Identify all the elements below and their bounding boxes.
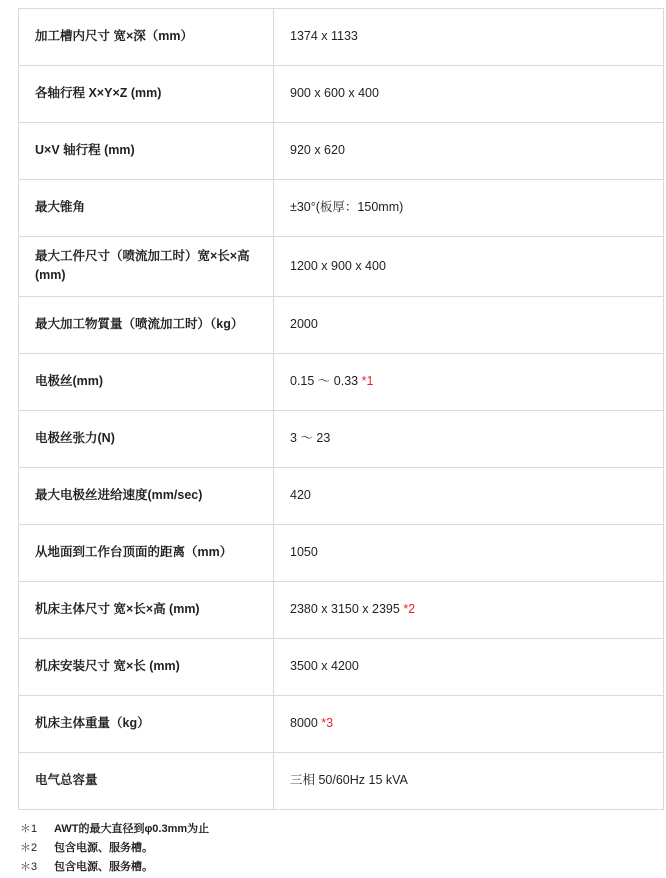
spec-label: U×V 轴行程 (mm) [19,123,274,180]
spec-label: 机床主体重量（kg） [19,695,274,752]
spec-value [274,296,664,353]
table-row [19,581,664,638]
table-row [19,467,664,524]
spec-value-text: ±30°(板厚：150mm) [290,200,404,215]
spec-value-text: 3500 x 4200 [290,659,359,674]
footnote-mark: ＊2 [20,842,38,854]
table-row [19,123,664,180]
spec-label: 最大锥角 [19,180,274,237]
spec-value [274,66,664,123]
table-row [19,237,664,297]
spec-value [274,180,664,237]
table-row [19,296,664,353]
spec-value-text: 920 x 620 [290,143,345,158]
spec-value [274,638,664,695]
footnotes [18,820,656,878]
spec-value-text: 1050 [290,545,318,560]
spec-label: 机床安装尺寸 宽×长 (mm) [19,638,274,695]
spec-value-text: 8000 [290,716,318,731]
spec-label: 电气总容量 [19,752,274,809]
spec-label: 加工槽内尺寸 宽×深（mm） [19,9,274,66]
spec-label: 最大电极丝进给速度(mm/sec) [19,467,274,524]
spec-label: 从地面到工作台顶面的距离（mm） [19,524,274,581]
spec-value-note: *3 [321,716,334,731]
footnote-item [20,839,656,858]
table-row [19,66,664,123]
spec-value-text: 2380 x 3150 x 2395 [290,602,400,617]
spec-label: 机床主体尺寸 宽×长×高 (mm) [19,581,274,638]
footnote-text: 包含电源、服务槽。 [54,861,153,874]
spec-value-note: *1 [361,374,374,389]
footnote-mark: ＊1 [20,822,38,835]
spec-value [274,123,664,180]
footnote-text: 包含电源、服务槽。 [54,842,153,854]
table-row [19,752,664,809]
spec-value-text: 1374 x 1133 [290,29,358,44]
specifications-table [18,8,664,810]
footnote-item [20,820,656,839]
table-row [19,695,664,752]
table-row [19,638,664,695]
spec-value [274,237,664,297]
spec-value [274,695,664,752]
spec-value-text: 420 [290,488,311,503]
table-body [19,9,664,810]
spec-label: 电极丝(mm) [19,353,274,410]
spec-value [274,581,664,638]
table-row [19,353,664,410]
footnote-mark: ＊3 [20,861,38,874]
spec-value-text: 1200 x 900 x 400 [290,258,386,273]
spec-value [274,752,664,809]
spec-label: 最大工件尺寸（喷流加工时）宽×长×高 (mm) [19,237,274,297]
spec-value-text: 0.15 ～ 0.33 [290,374,359,389]
spec-value [274,467,664,524]
table-row [19,180,664,237]
spec-value-text: 3 ～ 23 [290,431,331,446]
spec-label: 电极丝张力(N) [19,410,274,467]
spec-value [274,524,664,581]
spec-label: 各轴行程 X×Y×Z (mm) [19,66,274,123]
spec-value-text: 三相 50/60Hz 15 kVA [290,773,408,788]
spec-value [274,410,664,467]
table-row [19,410,664,467]
spec-label: 最大加工物質量（喷流加工时）（kg） [19,296,274,353]
spec-value-note: *2 [403,602,416,617]
spec-value [274,9,664,66]
table-row [19,524,664,581]
spec-value [274,353,664,410]
footnote-item [20,858,656,877]
table-row [19,9,664,66]
footnote-text: AWT的最大直径到φ0.3mm为止 [54,822,210,835]
spec-value-text: 2000 [290,317,318,332]
spec-value-text: 900 x 600 x 400 [290,86,379,101]
